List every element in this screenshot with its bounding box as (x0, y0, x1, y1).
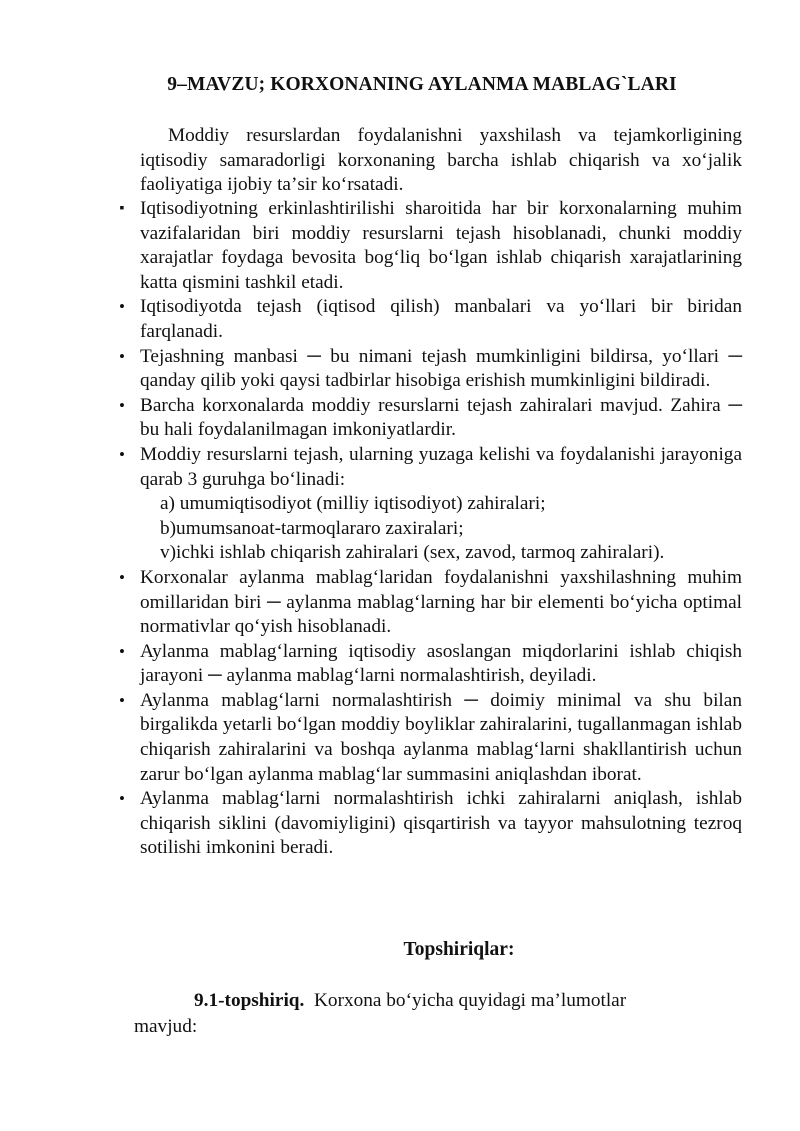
list-item-text: Aylanma mablagʻlarni normalashtirish ─ doimiy minimal va shu bilan birgalikda yetarli boʻlgan moddiy boyliklar zahiralarini, tugallanmagan ishlab chiqarish zahiralarini va boshqa aylanma mablagʻlarni shakllantirish uchun zarur boʻlgan aylanma mablagʻlar summasini aniqlashdan iborat. (140, 689, 742, 785)
bullet-icon: • (119, 395, 125, 415)
list-item-text: Korxonalar aylanma mablagʻlaridan foydalanishni yaxshilashning muhim omillaridan biri ─ aylanma mablagʻlarning har bir elementi boʻyicha optimal normativlar qoʻyish hisoblanadi. (140, 566, 742, 638)
intro-paragraph: Moddiy resurslardan foydalanishni yaxshilash va tejamkorligining iqtisodiy samaradorligi korxonaning barcha ishlab chiqarish va xoʻjalik faoliyatiga ijobiy taʼsir koʻrsatadi. (140, 125, 742, 196)
list-item (0, 566, 742, 640)
list-item-text: Barcha korxonalarda moddiy resurslarni tejash zahiralari mavjud. Zahira ─ bu hali foydalanilmagan imkoniyatlardir. (140, 394, 742, 441)
sub-item: a) umumiqtisodiyot (milliy iqtisodiyot) zahiralari; (160, 493, 546, 515)
task-label: 9.1-topshiriq. (194, 990, 305, 1011)
list-item-text: Moddiy resurslarni tejash, ularning yuzaga kelishi va foydalanishi jarayoniga qarab 3 guruhga boʻlinadi: (140, 443, 742, 490)
list-item (0, 787, 742, 861)
bullet-icon: • (119, 641, 125, 661)
task-text: Korxona boʻyicha quyidagi maʼlumotlar mavjud: (134, 990, 627, 1037)
tasks-heading: Topshiriqlar: (403, 939, 515, 960)
list-item-text: Iqtisodiyotda tejash (iqtisod qilish) manbalari va yoʻllari bir biridan farqlanadi. (140, 296, 742, 342)
list-item (0, 640, 742, 689)
sub-item: b)umumsanoat-tarmoqlararo zaxiralari; (160, 517, 464, 539)
square-bullet-icon: ▪ (119, 201, 125, 216)
bullet-icon: • (119, 444, 125, 464)
list-item-text: Aylanma mablagʻlarni normalashtirish ichki zahiralarni aniqlash, ishlab chiqarish siklini (davomiyligini) qisqartirish va tayyor mahsulotning tezroq sotilishi imkonini beradi. (140, 788, 742, 859)
list-item-text: Tejashning manbasi ─ bu nimani tejash mumkinligini bildirsa, yoʻllari ─ qanday qilib yoki qaysi tadbirlar hisobiga erishish mumkinligini bildiradi. (140, 345, 742, 392)
list-item (0, 394, 742, 443)
bullet-icon: • (119, 789, 125, 809)
task-paragraph (134, 988, 694, 1040)
sub-item: v)ichki ishlab chiqarish zahiralari (sex, zavod, tarmoq zahiralari). (160, 542, 665, 564)
list-item (0, 689, 742, 787)
list-item (0, 345, 742, 394)
bullet-icon: • (119, 297, 125, 317)
list-item (0, 443, 742, 566)
bullet-icon: • (119, 346, 125, 366)
list-item-text: Iqtisodiyotning erkinlashtirilishi sharoitida har bir korxonalarning muhim vazifalaridan biri moddiy resurslarni tejash hisoblanadi, chunki moddiy xarajatlar foydaga bevosita bogʻliq boʻlgan ishlab chiqarish xarajatlarining katta qismini tashkil etadi. (140, 198, 742, 293)
list-item-text: Aylanma mablagʻlarning iqtisodiy asoslangan miqdorlarini ishlab chiqish jarayoni ─ aylanma mablagʻlarni normalashtirish, deyiladi. (140, 640, 742, 687)
bullet-icon: • (119, 567, 125, 587)
page-title: 9–MAVZU; KORXONANING AYLANMA MABLAG`LARI (167, 74, 677, 95)
bullet-list (0, 197, 800, 861)
list-item (0, 197, 742, 295)
list-item (0, 295, 742, 344)
bullet-icon: • (119, 690, 125, 710)
